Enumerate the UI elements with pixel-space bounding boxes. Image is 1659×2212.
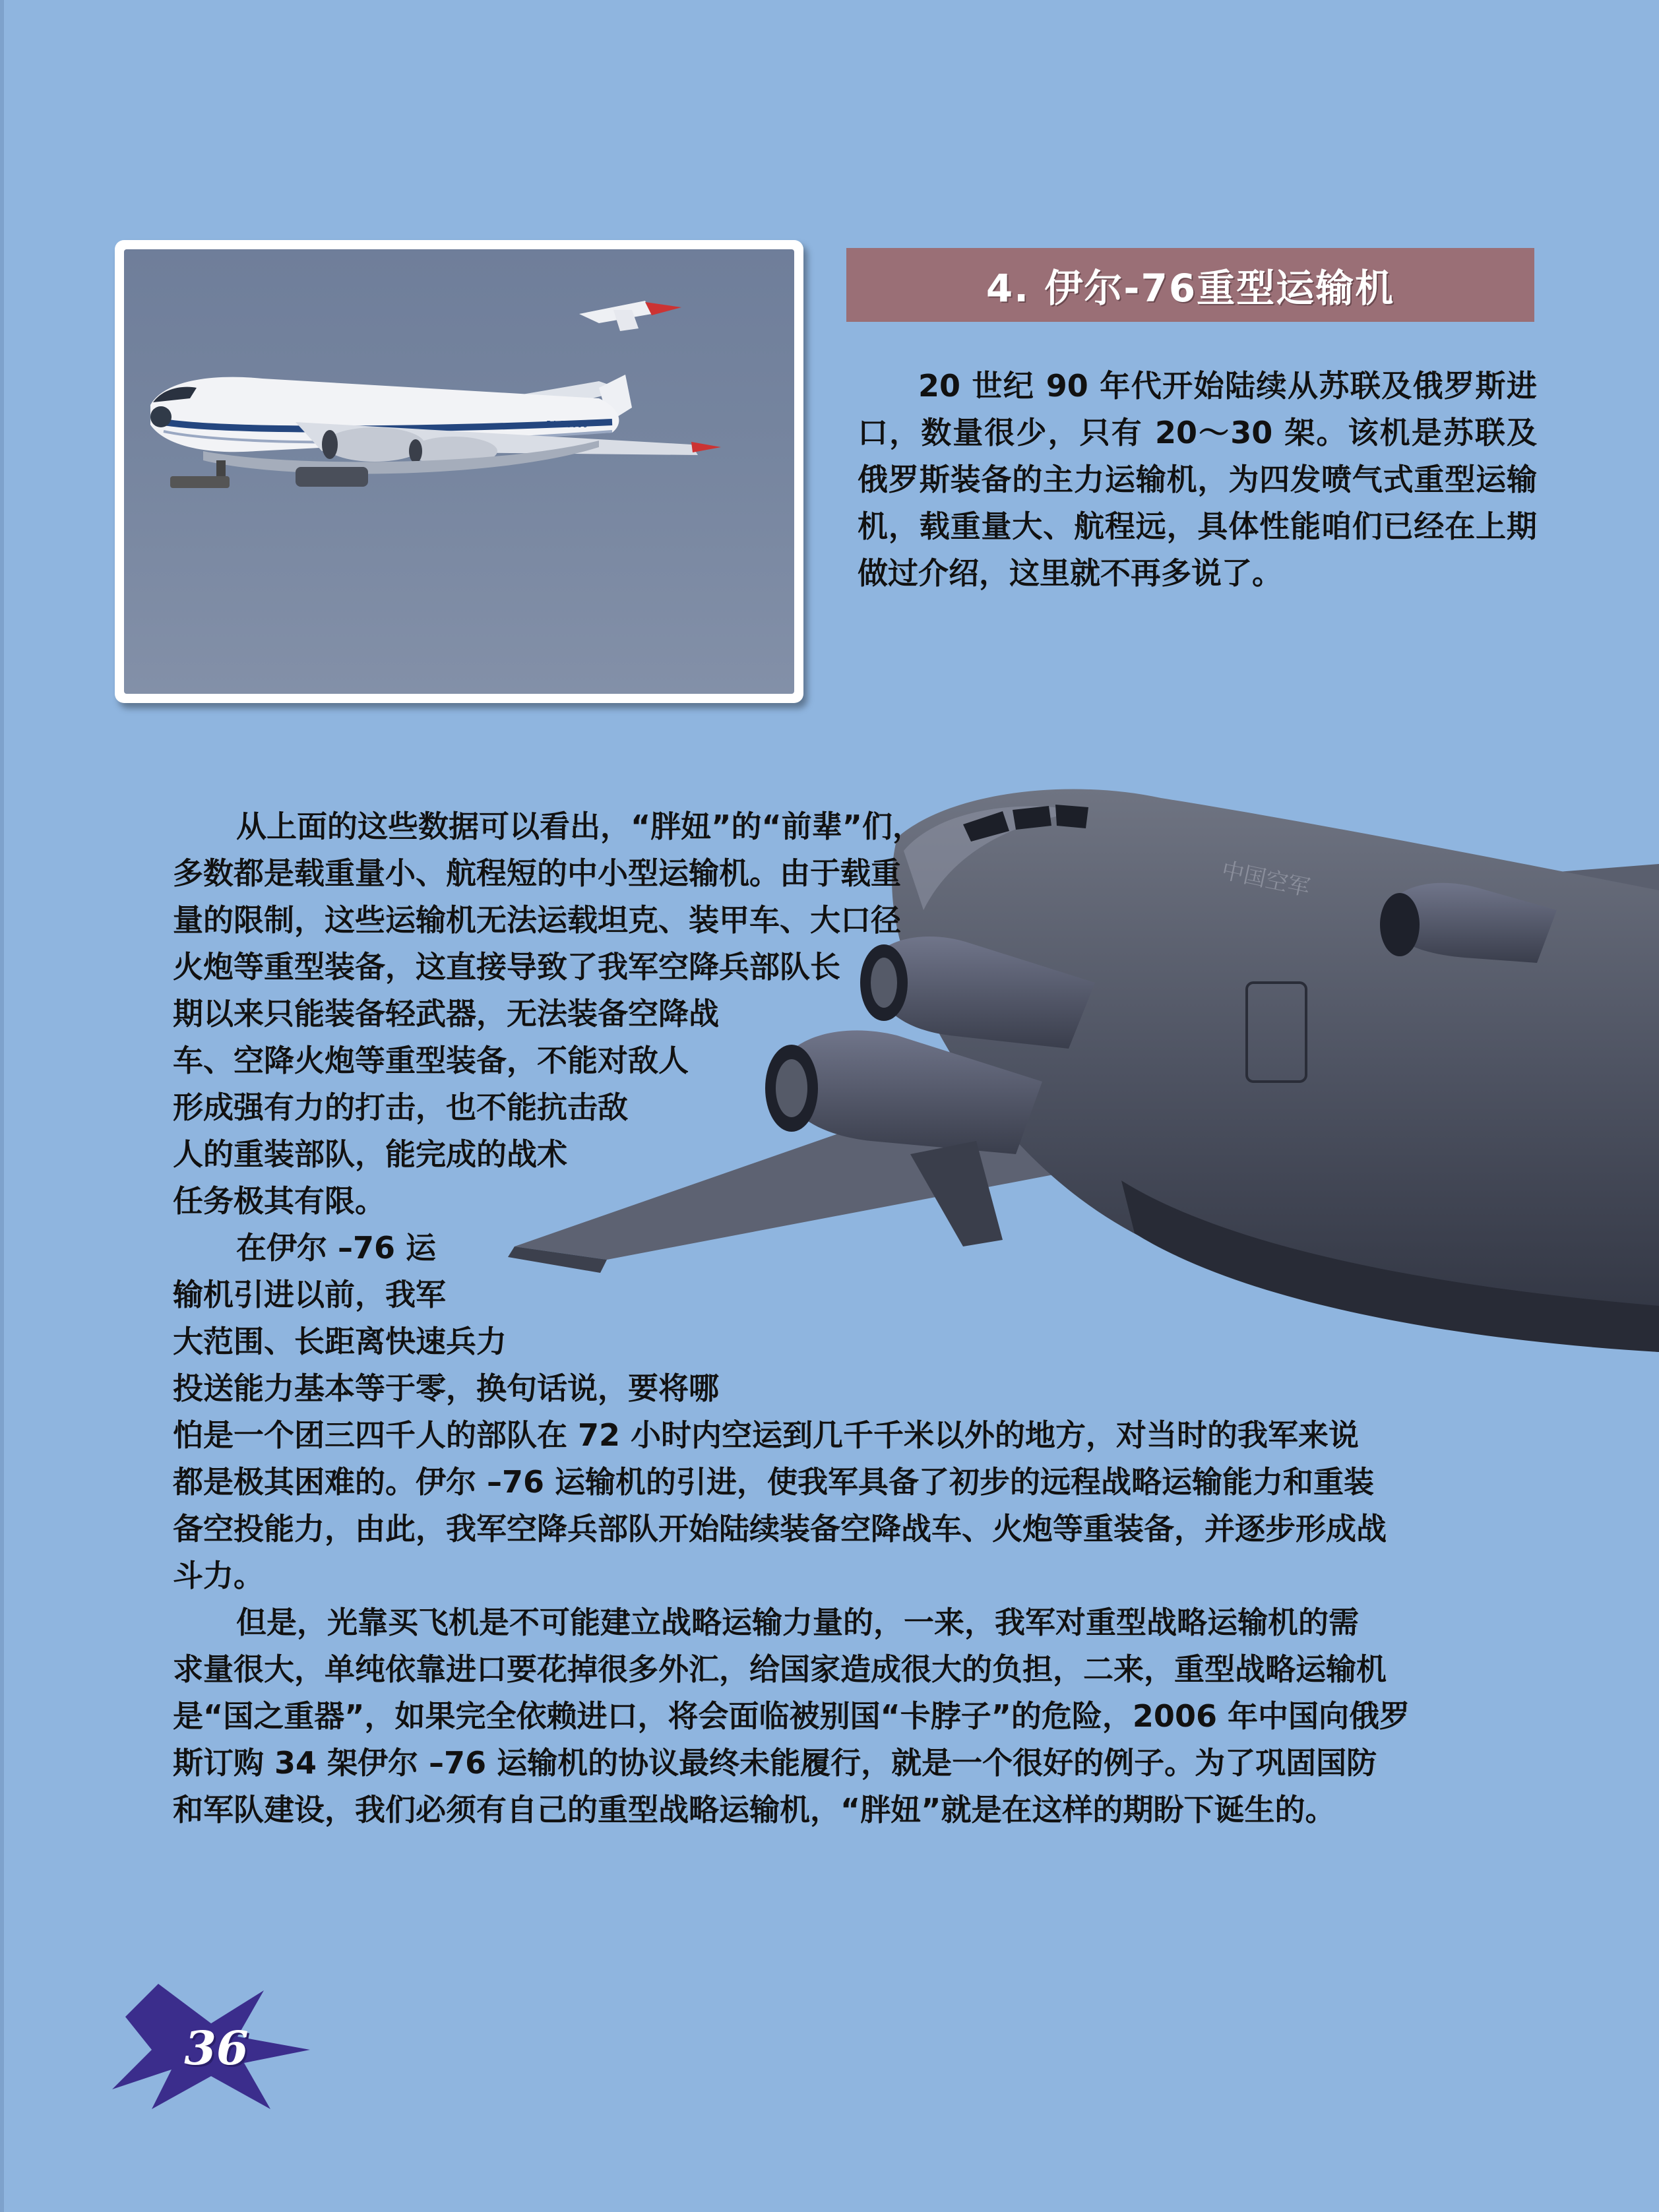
body-line: 多数都是载重量小、航程短的中小型运输机。由于载重 [173,855,901,891]
body-line: 任务极其有限。 [173,1183,385,1219]
body-line: 火炮等重型装备，这直接导致了我军空降兵部队长 [173,949,840,985]
page-number: 36 [184,2021,249,2075]
body-line: 求量很大，单纯依靠进口要花掉很多外汇，给国家造成很大的负担，二来，重型战略运输机 [173,1651,1387,1687]
y20-marking: 中国空军 [1219,857,1313,902]
body-line: 怕是一个团三四千人的部队在 72 小时内空运到几千千米以外的地方，对当时的我军来说 [173,1417,1360,1453]
body-line: 车、空降火炮等重型装备，不能对敌人 [173,1043,689,1078]
body-line: 期以来只能装备轻武器，无法装备空降战 [173,996,719,1031]
body-line: 斯订购 34 架伊尔 –76 运输机的协议最终未能履行，就是一个很好的例子。为了巩固国防 [173,1745,1377,1781]
body-line: 在伊尔 –76 运 [236,1230,437,1266]
body-line: 斗力。 [173,1558,264,1593]
il76-illustration [124,249,794,694]
il76-photo-frame [115,240,803,703]
body-text [173,803,1443,1833]
body-line: 但是，光靠买飞机是不可能建立战略运输力量的，一来，我军对重型战略运输机的需 [236,1605,1359,1640]
body-line: 投送能力基本等于零，换句话说，要将哪 [173,1370,719,1406]
il76-photo [124,249,794,694]
section-heading: 4. 伊尔-76重型运输机 [986,266,1395,311]
body-line: 输机引进以前，我军 [173,1277,446,1312]
section-heading-bar [846,248,1534,322]
body-line: 大范围、长距离快速兵力 [173,1324,507,1359]
registration-mark: RA-76000 [546,420,588,430]
body-line: 量的限制，这些运输机无法运载坦克、装甲车、大口径 [173,902,901,938]
body-line: 从上面的这些数据可以看出，“胖妞”的“前辈”们， [236,809,923,844]
page-number-badge [112,1977,317,2116]
body-line: 和军队建设，我们必须有自己的重型战略运输机，“胖妞”就是在这样的期盼下诞生的。 [173,1792,1336,1828]
body-line: 是“国之重器”，如果完全依赖进口，将会面临被别国“卡脖子”的危险，2006 年中国向俄罗 [173,1698,1410,1734]
body-line: 形成强有力的打击，也不能抗击敌 [173,1090,628,1125]
body-line: 备空投能力，由此，我军空降兵部队开始陆续装备空降战车、火炮等重装备，并逐步形成战 [173,1511,1387,1547]
intro-paragraph: 20 世纪 90 年代开始陆续从苏联及俄罗斯进口，数量很少，只有 20～30 架。该机是苏联及俄罗斯装备的主力运输机，为四发喷气式重型运输机，载重量大、航程远，具体性能咱们已经在上期做过介绍，这里就不再多说了。 [858,368,1537,591]
body-line: 都是极其困难的。伊尔 –76 运输机的引进，使我军具备了初步的远程战略运输能力和重装 [173,1464,1375,1500]
page-edge [0,0,4,2212]
body-line: 人的重装部队，能完成的战术 [173,1136,567,1172]
